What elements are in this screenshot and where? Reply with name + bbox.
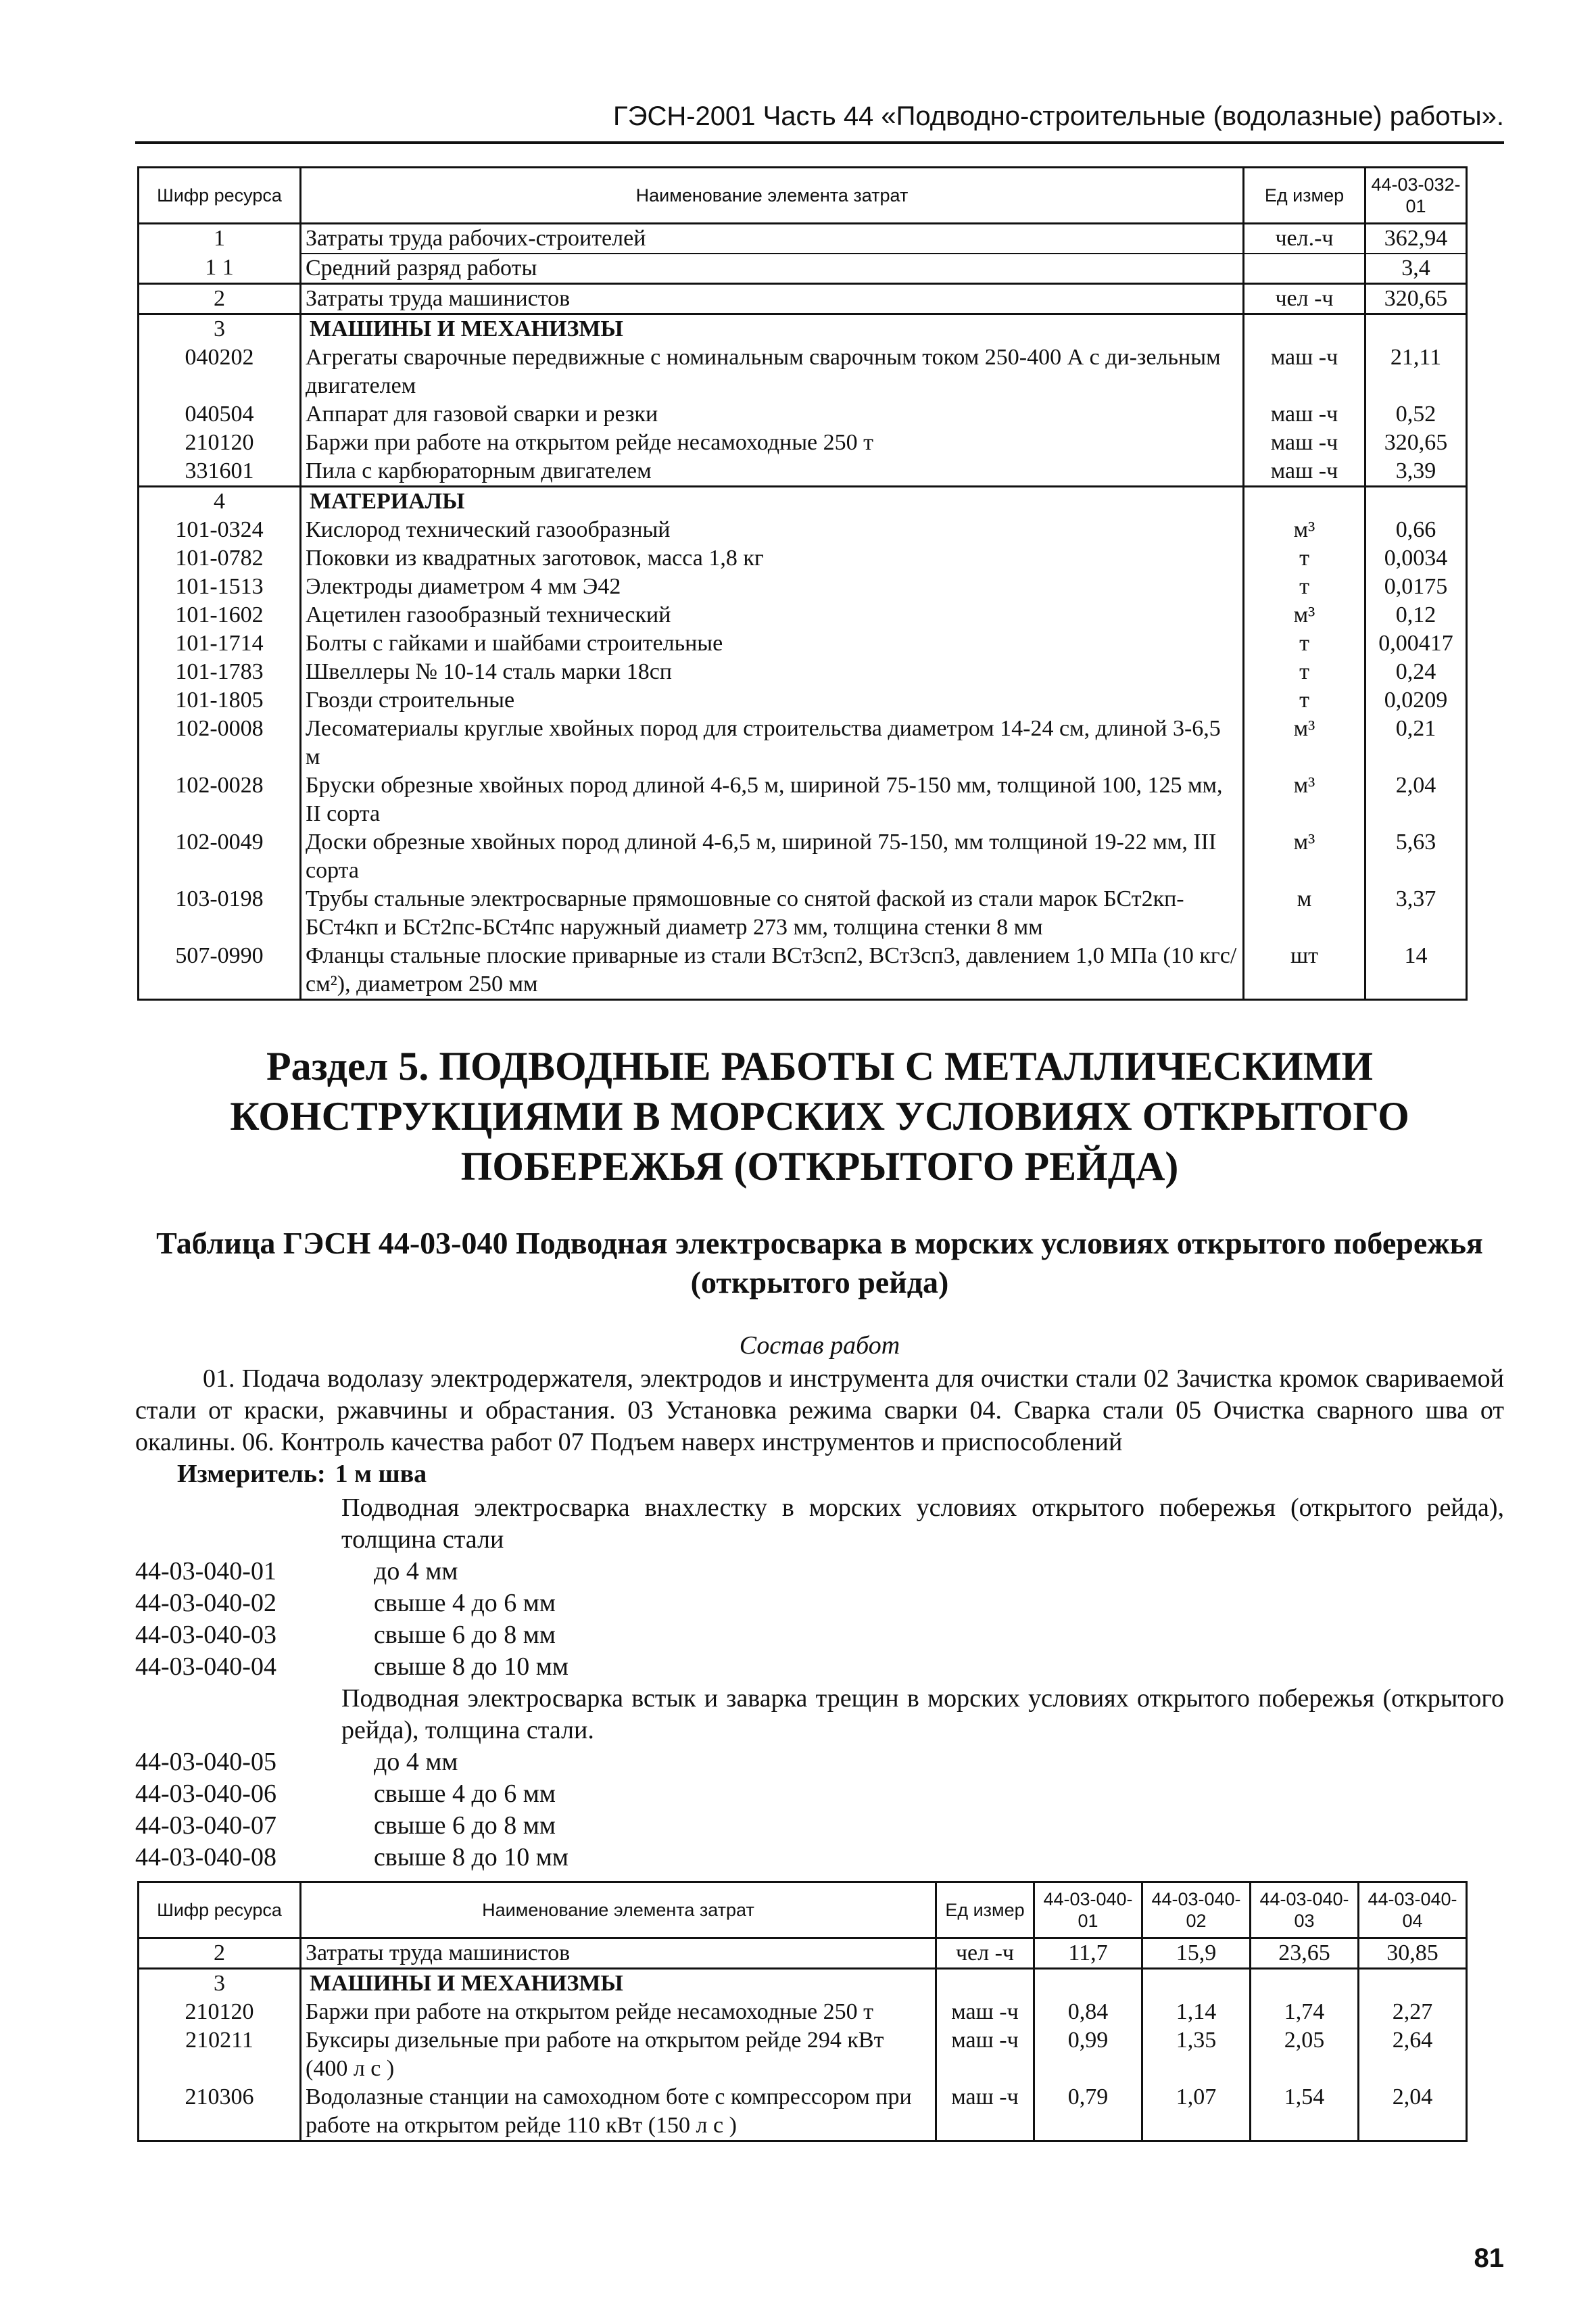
row-value bbox=[1142, 1969, 1251, 1999]
row-code: 507-0990 bbox=[139, 942, 301, 1000]
row-unit: маш -ч bbox=[1244, 400, 1365, 429]
spec-desc: свыше 6 до 8 мм bbox=[374, 1621, 556, 1649]
spec-desc: свыше 4 до 6 мм bbox=[374, 1589, 556, 1617]
col-header-norm-04: 44-03-040-04 bbox=[1359, 1882, 1467, 1938]
spec-code: 44-03-040-03 bbox=[135, 1621, 276, 1649]
row-code: 101-1714 bbox=[139, 629, 301, 658]
table-row bbox=[139, 2026, 1467, 2083]
row-value: 15,9 bbox=[1142, 1938, 1251, 1969]
table-title: Таблица ГЭСН 44-03-040 Подводная электросварка в морских условиях открытого побережья (открытого рейда) bbox=[156, 1226, 1483, 1299]
row-value: 320,65 bbox=[1365, 429, 1467, 457]
row-value: 0,12 bbox=[1365, 601, 1467, 629]
row-value: 23,65 bbox=[1251, 1938, 1359, 1969]
row-value: 11,7 bbox=[1034, 1938, 1142, 1969]
section-heading-materials: МАТЕРИАЛЫ bbox=[301, 487, 1244, 517]
row-unit: м³ bbox=[1244, 771, 1365, 828]
resource-table-032 bbox=[137, 166, 1468, 1001]
row-unit: чел.-ч bbox=[1244, 224, 1365, 254]
table-row bbox=[139, 771, 1467, 828]
col-header-unit: Ед измер bbox=[1244, 168, 1365, 224]
row-code: 4 bbox=[139, 487, 301, 517]
row-name: Баржи при работе на открытом рейде несамоходные 250 т bbox=[301, 429, 1244, 457]
table-row bbox=[139, 686, 1467, 715]
row-value: 0,66 bbox=[1365, 516, 1467, 544]
row-value: 0,0209 bbox=[1365, 686, 1467, 715]
table-row bbox=[139, 1938, 1467, 1969]
row-name: Швеллеры № 10-14 сталь марки 18сп bbox=[301, 658, 1244, 686]
table-row bbox=[139, 429, 1467, 457]
row-code: 101-1602 bbox=[139, 601, 301, 629]
row-value bbox=[1034, 1969, 1142, 1999]
section-heading-machines: МАШИНЫ И МЕХАНИЗМЫ bbox=[301, 1969, 936, 1999]
row-name: Баржи при работе на открытом рейде несамоходные 250 т bbox=[301, 1998, 936, 2026]
col-header-code: Шифр ресурса bbox=[139, 1882, 301, 1938]
row-code: 102-0008 bbox=[139, 715, 301, 771]
row-value: 14 bbox=[1365, 942, 1467, 1000]
table-row bbox=[139, 1998, 1467, 2026]
row-unit: м³ bbox=[1244, 828, 1365, 885]
measure-value: 1 м шва bbox=[335, 1460, 427, 1488]
row-value bbox=[1359, 1969, 1467, 1999]
spec-desc: свыше 8 до 10 мм bbox=[374, 1843, 569, 1871]
row-code: 2 bbox=[139, 284, 301, 314]
table-row bbox=[139, 516, 1467, 544]
table-row bbox=[139, 254, 1467, 284]
row-unit bbox=[1244, 487, 1365, 517]
row-value: 2,27 bbox=[1359, 1998, 1467, 2026]
row-name: Поковки из квадратных заготовок, масса 1,8 кг bbox=[301, 544, 1244, 573]
row-code: 210120 bbox=[139, 429, 301, 457]
row-name: Аппарат для газовой сварки и резки bbox=[301, 400, 1244, 429]
row-unit: чел -ч bbox=[936, 1938, 1034, 1969]
row-name: Затраты труда рабочих-строителей bbox=[301, 224, 1244, 254]
row-unit: м³ bbox=[1244, 715, 1365, 771]
table-row bbox=[139, 400, 1467, 429]
row-code: 101-0324 bbox=[139, 516, 301, 544]
section-title: Раздел 5. ПОДВОДНЫЕ РАБОТЫ С МЕТАЛЛИЧЕСКИМИ КОНСТРУКЦИЯМИ В МОРСКИХ УСЛОВИЯХ ОТКРЫТОГО ПОБЕРЕЖЬЯ (ОТКРЫТОГО РЕЙДА) bbox=[230, 1044, 1409, 1189]
row-unit: м bbox=[1244, 885, 1365, 942]
row-value: 3,37 bbox=[1365, 885, 1467, 942]
row-unit: т bbox=[1244, 686, 1365, 715]
row-unit: маш -ч bbox=[1244, 343, 1365, 400]
row-value: 5,63 bbox=[1365, 828, 1467, 885]
row-unit: маш -ч bbox=[1244, 457, 1365, 487]
spec-group-title-butt: Подводная электросварка встык и заварка трещин в морских условиях открытого побережья (открытого рейда), толщина стали. bbox=[341, 1684, 1504, 1744]
row-value: 0,79 bbox=[1034, 2083, 1142, 2141]
col-header-unit: Ед измер bbox=[936, 1882, 1034, 1938]
table-row bbox=[139, 1969, 1467, 1999]
row-value: 2,04 bbox=[1359, 2083, 1467, 2141]
spec-code: 44-03-040-01 bbox=[135, 1557, 276, 1585]
row-code: 2 bbox=[139, 1938, 301, 1969]
col-header-norm-02: 44-03-040-02 bbox=[1142, 1882, 1251, 1938]
row-code: 331601 bbox=[139, 457, 301, 487]
row-value bbox=[1365, 314, 1467, 344]
row-unit: т bbox=[1244, 629, 1365, 658]
work-composition-body: 01. Подача водолазу электродержателя, электродов и инструмента для очистки стали 02 Зачистка кромок свариваемой стали от краски, ржавчины и обрастания. 03 Установка режима сварки 04. Сварка стали 05 Очистка сварного шва от окалины. 06. Контроль качества работ 07 Подъем наверх инструментов и приспособлений bbox=[135, 1364, 1504, 1456]
spec-group-title-lap: Подводная электросварка внахлестку в морских условиях открытого побережья (открытого рейда), толщина стали bbox=[341, 1494, 1504, 1554]
table-row bbox=[139, 715, 1467, 771]
row-value: 320,65 bbox=[1365, 284, 1467, 314]
spec-code: 44-03-040-02 bbox=[135, 1589, 276, 1617]
row-name: Доски обрезные хвойных пород длиной 4-6,5 м, шириной 75-150, мм толщиной 19-22 мм, III сорта bbox=[301, 828, 1244, 885]
row-code: 210306 bbox=[139, 2083, 301, 2141]
row-value: 3,39 bbox=[1365, 457, 1467, 487]
table-row bbox=[139, 2083, 1467, 2141]
row-code: 102-0028 bbox=[139, 771, 301, 828]
row-name: Агрегаты сварочные передвижные с номинальным сварочным током 250-400 А с ди-зельным двигателем bbox=[301, 343, 1244, 400]
row-value: 0,0034 bbox=[1365, 544, 1467, 573]
row-value bbox=[1251, 1969, 1359, 1999]
row-value: 1,54 bbox=[1251, 2083, 1359, 2141]
spec-code: 44-03-040-06 bbox=[135, 1780, 276, 1808]
measure-label: Измеритель: bbox=[177, 1460, 326, 1488]
table-row bbox=[139, 885, 1467, 942]
row-code: 3 bbox=[139, 314, 301, 344]
row-name: Затраты труда машинистов bbox=[301, 284, 1244, 314]
row-code: 101-1513 bbox=[139, 573, 301, 601]
row-code: 3 bbox=[139, 1969, 301, 1999]
measure-line bbox=[177, 1459, 427, 1489]
row-name: Болты с гайками и шайбами строительные bbox=[301, 629, 1244, 658]
spec-code: 44-03-040-08 bbox=[135, 1843, 276, 1871]
spec-desc: свыше 4 до 6 мм bbox=[374, 1780, 556, 1808]
row-code: 101-1805 bbox=[139, 686, 301, 715]
row-name: Трубы стальные электросварные прямошовные со снятой фаской из стали марок БСт2кп-БСт4кп и БСт2пс-БСт4пс наружный диаметр 273 мм, толщина стенки 8 мм bbox=[301, 885, 1244, 942]
running-header: ГЭСН-2001 Часть 44 «Подводно-строительные (водолазные) работы». bbox=[135, 101, 1504, 144]
row-value: 1,07 bbox=[1142, 2083, 1251, 2141]
row-code: 103-0198 bbox=[139, 885, 301, 942]
row-code: 1 bbox=[139, 224, 301, 254]
row-unit: маш -ч bbox=[1244, 429, 1365, 457]
table-row bbox=[139, 629, 1467, 658]
table-row bbox=[139, 343, 1467, 400]
row-value: 2,64 bbox=[1359, 2026, 1467, 2083]
row-code: 101-0782 bbox=[139, 544, 301, 573]
row-value bbox=[1365, 487, 1467, 517]
table-row bbox=[139, 601, 1467, 629]
row-unit bbox=[1244, 254, 1365, 284]
row-value: 1,35 bbox=[1142, 2026, 1251, 2083]
col-header-name: Наименование элемента затрат bbox=[301, 1882, 936, 1938]
row-value: 1,14 bbox=[1142, 1998, 1251, 2026]
row-name: Кислород технический газообразный bbox=[301, 516, 1244, 544]
table-row bbox=[139, 828, 1467, 885]
row-value: 0,0175 bbox=[1365, 573, 1467, 601]
row-code: 040504 bbox=[139, 400, 301, 429]
row-code: 040202 bbox=[139, 343, 301, 400]
row-name: Водолазные станции на самоходном боте с компрессором при работе на открытом рейде 110 кВт (150 л с ) bbox=[301, 2083, 936, 2141]
row-name: Буксиры дизельные при работе на открытом рейде 294 кВт (400 л с ) bbox=[301, 2026, 936, 2083]
row-code: 210120 bbox=[139, 1998, 301, 2026]
row-name: Бруски обрезные хвойных пород длиной 4-6,5 м, шириной 75-150 мм, толщиной 100, 125 мм, II сорта bbox=[301, 771, 1244, 828]
row-value: 0,21 bbox=[1365, 715, 1467, 771]
row-value: 0,99 bbox=[1034, 2026, 1142, 2083]
spec-code: 44-03-040-04 bbox=[135, 1652, 276, 1681]
row-value: 0,24 bbox=[1365, 658, 1467, 686]
row-value: 3,4 bbox=[1365, 254, 1467, 284]
row-code: 102-0049 bbox=[139, 828, 301, 885]
col-header-code: Шифр ресурса bbox=[139, 168, 301, 224]
col-header-norm-01: 44-03-040-01 bbox=[1034, 1882, 1142, 1938]
row-unit: м³ bbox=[1244, 601, 1365, 629]
row-name: Электроды диаметром 4 мм Э42 bbox=[301, 573, 1244, 601]
spec-desc: свыше 6 до 8 мм bbox=[374, 1811, 556, 1840]
row-name: Средний разряд работы bbox=[301, 254, 1244, 284]
row-unit: т bbox=[1244, 573, 1365, 601]
row-value: 0,00417 bbox=[1365, 629, 1467, 658]
row-name: Ацетилен газообразный технический bbox=[301, 601, 1244, 629]
row-value: 2,04 bbox=[1365, 771, 1467, 828]
row-value: 1,74 bbox=[1251, 1998, 1359, 2026]
spec-code: 44-03-040-07 bbox=[135, 1811, 276, 1840]
row-unit: маш -ч bbox=[936, 2026, 1034, 2083]
spec-code: 44-03-040-05 bbox=[135, 1748, 276, 1776]
table-row bbox=[139, 942, 1467, 1000]
row-value: 0,52 bbox=[1365, 400, 1467, 429]
row-value: 2,05 bbox=[1251, 2026, 1359, 2083]
resource-table-040 bbox=[137, 1881, 1468, 2142]
row-value: 0,84 bbox=[1034, 1998, 1142, 2026]
row-unit bbox=[1244, 314, 1365, 344]
row-value: 21,11 bbox=[1365, 343, 1467, 400]
spec-desc: до 4 мм bbox=[374, 1748, 458, 1776]
col-header-norm-03: 44-03-040-03 bbox=[1251, 1882, 1359, 1938]
work-composition-title: Состав работ bbox=[739, 1331, 900, 1360]
row-code: 101-1783 bbox=[139, 658, 301, 686]
spec-desc: свыше 8 до 10 мм bbox=[374, 1652, 569, 1681]
section-heading-machines: МАШИНЫ И МЕХАНИЗМЫ bbox=[301, 314, 1244, 344]
table-row bbox=[139, 658, 1467, 686]
page-number: 81 bbox=[1474, 2243, 1504, 2273]
row-name: Лесоматериалы круглые хвойных пород для строительства диаметром 14-24 см, длиной 3-6,5 м bbox=[301, 715, 1244, 771]
table-row bbox=[139, 544, 1467, 573]
row-unit bbox=[936, 1969, 1034, 1999]
row-unit: чел -ч bbox=[1244, 284, 1365, 314]
row-unit: шт bbox=[1244, 942, 1365, 1000]
col-header-name: Наименование элемента затрат bbox=[301, 168, 1244, 224]
table-row bbox=[139, 284, 1467, 314]
row-unit: м³ bbox=[1244, 516, 1365, 544]
table-row bbox=[139, 573, 1467, 601]
row-name: Пила с карбюраторным двигателем bbox=[301, 457, 1244, 487]
table-row bbox=[139, 457, 1467, 487]
row-code: 1 1 bbox=[139, 254, 301, 284]
row-name: Фланцы стальные плоские приварные из стали ВСт3сп2, ВСт3сп3, давлением 1,0 МПа (10 кгс/см²), диаметром 250 мм bbox=[301, 942, 1244, 1000]
row-value: 30,85 bbox=[1359, 1938, 1467, 1969]
row-name: Затраты труда машинистов bbox=[301, 1938, 936, 1969]
table-row bbox=[139, 314, 1467, 344]
row-unit: маш -ч bbox=[936, 1998, 1034, 2026]
row-value: 362,94 bbox=[1365, 224, 1467, 254]
table-row bbox=[139, 224, 1467, 254]
table-row bbox=[139, 487, 1467, 517]
row-unit: маш -ч bbox=[936, 2083, 1034, 2141]
spec-desc: до 4 мм bbox=[374, 1557, 458, 1585]
col-header-norm: 44-03-032-01 bbox=[1365, 168, 1467, 224]
row-unit: т bbox=[1244, 658, 1365, 686]
row-name: Гвозди строительные bbox=[301, 686, 1244, 715]
row-unit: т bbox=[1244, 544, 1365, 573]
row-code: 210211 bbox=[139, 2026, 301, 2083]
